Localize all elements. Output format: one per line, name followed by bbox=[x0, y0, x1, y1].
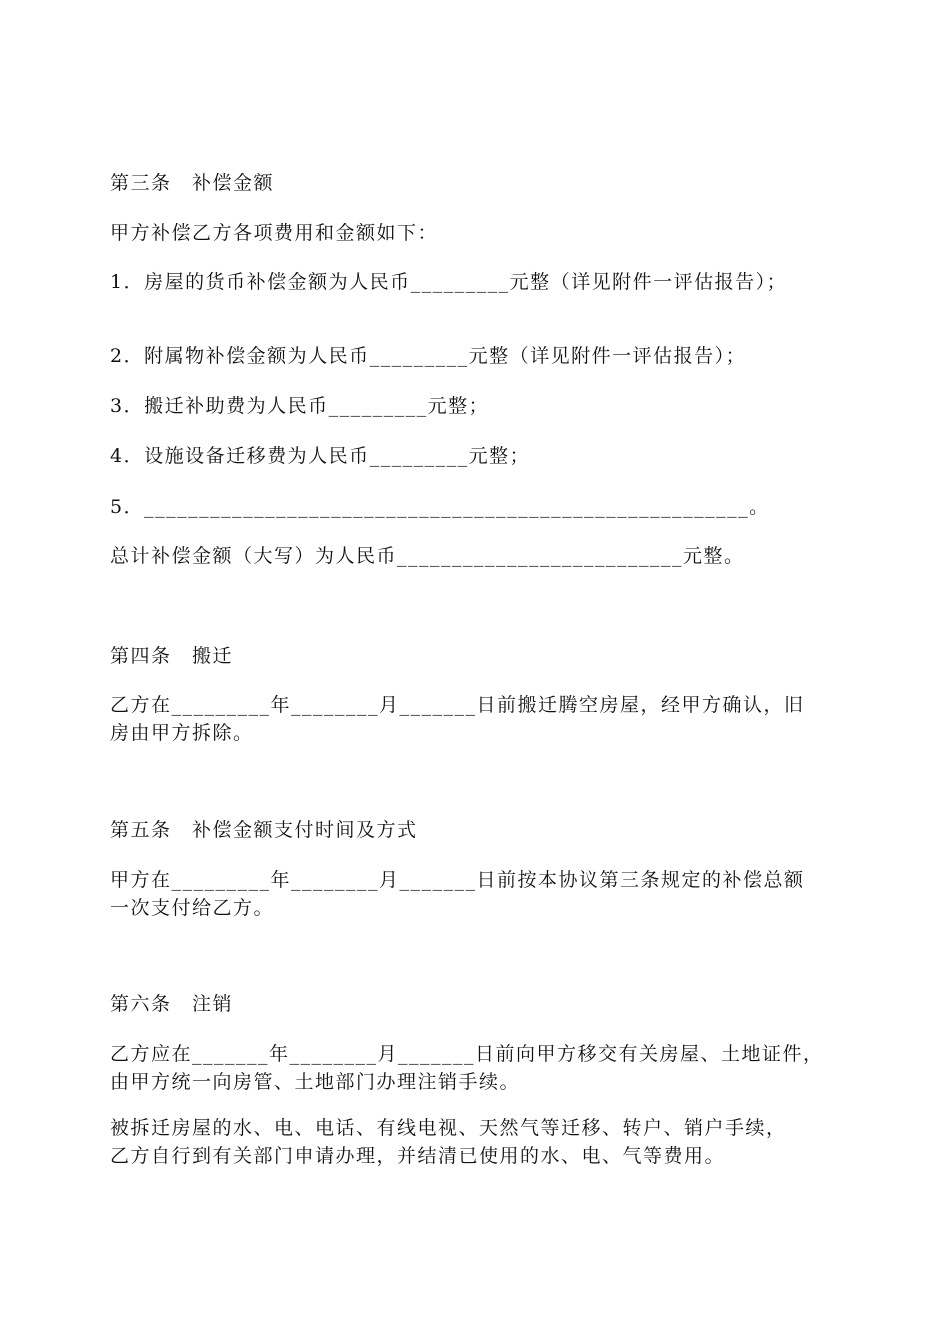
article-4-heading: 第四条 搬迁 bbox=[110, 645, 234, 667]
article-5-line-2: 一次支付给乙方。 bbox=[110, 897, 275, 919]
article-6-paragraph-1 bbox=[110, 1040, 850, 1096]
article-6-p2-line-2: 乙方自行到有关部门申请办理，并结清已使用的水、电、气等费用。 bbox=[110, 1145, 726, 1167]
article-5-heading: 第五条 补偿金额支付时间及方式 bbox=[110, 819, 418, 841]
article-6-p1-line-1: 乙方应在_______年________月_______日前向甲方移交有关房屋、土地证件， bbox=[110, 1043, 824, 1065]
article-4-line-2: 房由甲方拆除。 bbox=[110, 722, 254, 744]
article-5-line-1: 甲方在_________年________月_______日前按本协议第三条规定的补偿总额 bbox=[110, 869, 805, 891]
article-6-heading: 第六条 注销 bbox=[110, 993, 234, 1015]
article-3-intro: 甲方补偿乙方各项费用和金额如下： bbox=[110, 222, 439, 244]
article-4-paragraph bbox=[110, 691, 850, 747]
article-6-paragraph-2 bbox=[110, 1114, 850, 1170]
article-6-p2-line-1: 被拆迁房屋的水、电、电话、有线电视、天然气等迁移、转户、销户手续， bbox=[110, 1117, 787, 1139]
compensation-item-3: 3．搬迁补助费为人民币_________元整； bbox=[110, 395, 490, 417]
compensation-item-4: 4．设施设备迁移费为人民币_________元整； bbox=[110, 445, 531, 467]
compensation-item-5: 5．_______________________________________________________。 bbox=[110, 496, 770, 518]
article-3-heading: 第三条 补偿金额 bbox=[110, 172, 275, 194]
compensation-total: 总计补偿金额（大写）为人民币__________________________元整。 bbox=[110, 545, 745, 567]
compensation-item-2: 2．附属物补偿金额为人民币_________元整（详见附件一评估报告）； bbox=[110, 345, 747, 367]
article-4-line-1: 乙方在_________年________月_______日前搬迁腾空房屋，经甲方确认，旧 bbox=[110, 694, 805, 716]
compensation-item-1: 1．房屋的货币补偿金额为人民币_________元整（详见附件一评估报告）； bbox=[110, 271, 788, 293]
article-5-paragraph bbox=[110, 866, 850, 922]
article-6-p1-line-2: 由甲方统一向房管、土地部门办理注销手续。 bbox=[110, 1071, 521, 1093]
